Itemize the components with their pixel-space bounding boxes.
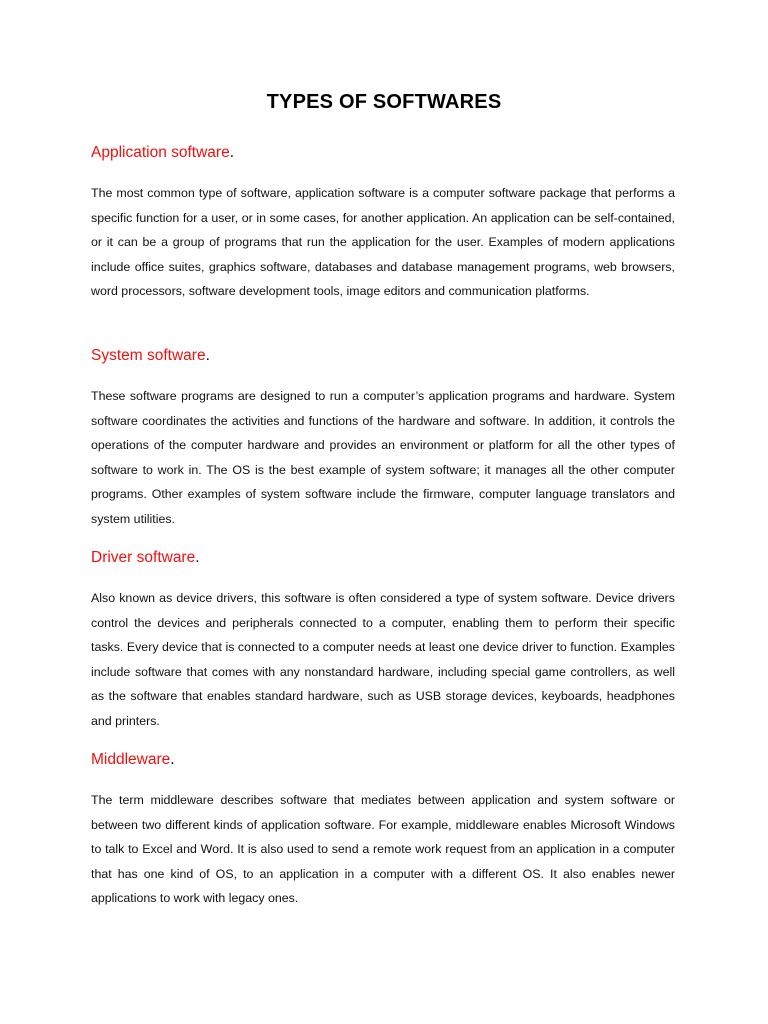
section-heading-system-software — [91, 345, 210, 367]
section-heading-suffix: . — [229, 144, 235, 161]
document-title: TYPES OF SOFTWARES — [266, 91, 502, 113]
section-heading-middleware — [91, 749, 175, 771]
section-heading-text: System software — [91, 347, 206, 364]
section-heading-application-software — [91, 142, 234, 164]
section-heading-text: Driver software — [91, 549, 196, 566]
section-heading-suffix: . — [205, 347, 210, 364]
section-heading-driver-software — [91, 547, 200, 569]
section-body-system-software: These software programs are designed to run a computer’s application programs and hardware. System software coordinates the activities and functions of the hardware and software. In addition, it controls the operations of the computer hardware and provides an environment or platform for all the other types of software to work in. The OS is the best example of system software; it manages all the other computer programs. Other examples of system software include the firmware, computer language translators and system utilities. — [91, 389, 675, 526]
section-heading-text: Application software — [91, 144, 230, 161]
section-heading-text: Middleware — [91, 751, 171, 768]
section-body-middleware: The term middleware describes software that mediates between application and system software or between two different kinds of application software. For example, middleware enables Microsoft Windows to talk to Excel and Word. It is also used to send a remote work request from an application in a computer that has one kind of OS, to an application in a computer with a different OS. It also enables newer applications to work with legacy ones. — [91, 793, 675, 906]
section-body-driver-software: Also known as device drivers, this software is often considered a type of system software. Device drivers control the devices and peripherals connected to a computer, enabling them to perform their specific tasks. Every device that is connected to a computer needs at least one device driver to function. Examples include software that comes with any nonstandard hardware, including special game controllers, as well as the software that enables standard hardware, such as USB storage devices, keyboards, headphones and printers. — [91, 591, 675, 728]
section-body-application-software: The most common type of software, application software is a computer software package that performs a specific function for a user, or in some cases, for another application. An application can be self-contained, or it can be a group of programs that run the application for the user. Examples of modern applications include office suites, graphics software, databases and database management programs, web browsers, word processors, software development tools, image editors and communication platforms. — [91, 186, 675, 299]
section-heading-suffix: . — [170, 751, 175, 768]
section-heading-suffix: . — [195, 549, 200, 566]
